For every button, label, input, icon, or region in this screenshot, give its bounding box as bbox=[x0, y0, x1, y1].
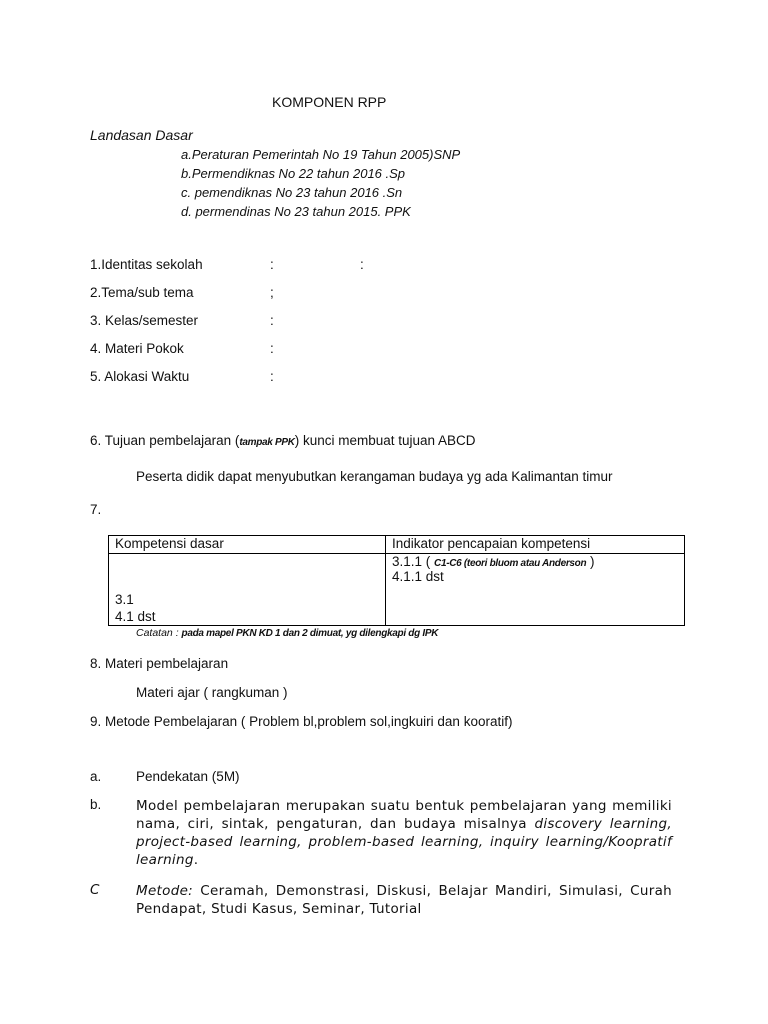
identitas-label: 4. Materi Pokok bbox=[90, 341, 184, 356]
table-header-ipk: Indikator pencapaian kompetensi bbox=[386, 536, 685, 554]
tujuan-suffix: ) kunci membuat tujuan ABCD bbox=[294, 433, 476, 448]
metode-heading: 9. Metode Pembelajaran ( Problem bl,problem sol,ingkuiri dan kooratif) bbox=[90, 714, 513, 729]
item-c-paragraph bbox=[136, 882, 672, 918]
materi-content: Materi ajar ( rangkuman ) bbox=[136, 685, 288, 700]
item-c-label: C bbox=[90, 882, 100, 898]
ipk-prefix: 3.1.1 ( bbox=[392, 554, 435, 569]
materi-heading: 8. Materi pembelajaran bbox=[90, 656, 229, 671]
catatan bbox=[136, 627, 438, 639]
identitas-colon: : bbox=[270, 257, 274, 272]
ipk-note: C1-C6 (teori bluom atau Anderson bbox=[434, 558, 587, 569]
ipk-suffix: ) bbox=[586, 554, 595, 569]
catatan-label: Catatan : bbox=[136, 627, 182, 639]
identitas-label: 3. Kelas/semester bbox=[90, 313, 199, 328]
identitas-label: 5. Alokasi Waktu bbox=[90, 369, 190, 384]
identitas-colon: ; bbox=[270, 285, 274, 300]
identitas-colon-extra: : bbox=[360, 257, 364, 272]
item-b-paragraph bbox=[136, 797, 672, 869]
item-b-label: b. bbox=[90, 797, 102, 812]
identitas-label: 1.Identitas sekolah bbox=[90, 257, 203, 272]
catatan-text: pada mapel PKN KD 1 dan 2 dimuat, yg dilengkapi dg IPK bbox=[181, 628, 439, 639]
kd-cell bbox=[109, 554, 386, 626]
tujuan-content: Peserta didik dapat menyubutkan kerangaman budaya yg ada Kalimantan timur bbox=[136, 469, 613, 484]
item-b-text: Model pembelajaran merupakan suatu bentuk pembelajaran yang memiliki nama, ciri, sintak, pengaturan, dan budaya misalnya bbox=[136, 798, 672, 832]
item-c-heading: Metode: bbox=[136, 883, 194, 899]
identitas-label: 2.Tema/sub tema bbox=[90, 285, 194, 300]
landasan-item: a.Peraturan Pemerintah No 19 Tahun 2005)SNP bbox=[181, 147, 461, 162]
tujuan-heading bbox=[90, 433, 476, 448]
landasan-item: c. pemendiknas No 23 tahun 2016 .Sn bbox=[181, 185, 403, 200]
table-header-kd: Kompetensi dasar bbox=[109, 536, 386, 554]
ipk-cell bbox=[386, 554, 685, 626]
ipk-item: 4.1.1 dst bbox=[392, 569, 444, 584]
item-a-label: a. bbox=[90, 769, 102, 784]
tujuan-prefix: 6. Tujuan pembelajaran ( bbox=[90, 433, 240, 448]
identitas-colon: : bbox=[270, 313, 274, 328]
kd-item: 4.1 dst bbox=[115, 609, 156, 624]
section7-label: 7. bbox=[90, 502, 102, 517]
identitas-colon: : bbox=[270, 341, 274, 356]
landasan-item: d. permendinas No 23 tahun 2015. PPK bbox=[181, 204, 411, 219]
item-c-text: Ceramah, Demonstrasi, Diskusi, Belajar Mandiri, Simulasi, Curah Pendapat, Studi Kasus, Seminar, Tutorial bbox=[136, 883, 672, 917]
tujuan-note: tampak PPK bbox=[239, 437, 295, 448]
item-b-examples: discovery learning, project-based learning, problem-based learning, inquiry learning/Koopratif learning bbox=[136, 816, 672, 868]
document-title: KOMPONEN RPP bbox=[272, 94, 387, 110]
landasan-heading: Landasan Dasar bbox=[90, 127, 193, 143]
kompetensi-table bbox=[108, 535, 685, 626]
item-a-text: Pendekatan (5M) bbox=[136, 769, 240, 784]
landasan-item: b.Permendiknas No 22 tahun 2016 .Sp bbox=[181, 166, 406, 181]
ipk-item bbox=[392, 554, 678, 569]
kd-item: 3.1 bbox=[115, 592, 134, 607]
item-b-end: . bbox=[193, 852, 199, 868]
identitas-colon: : bbox=[270, 369, 274, 384]
